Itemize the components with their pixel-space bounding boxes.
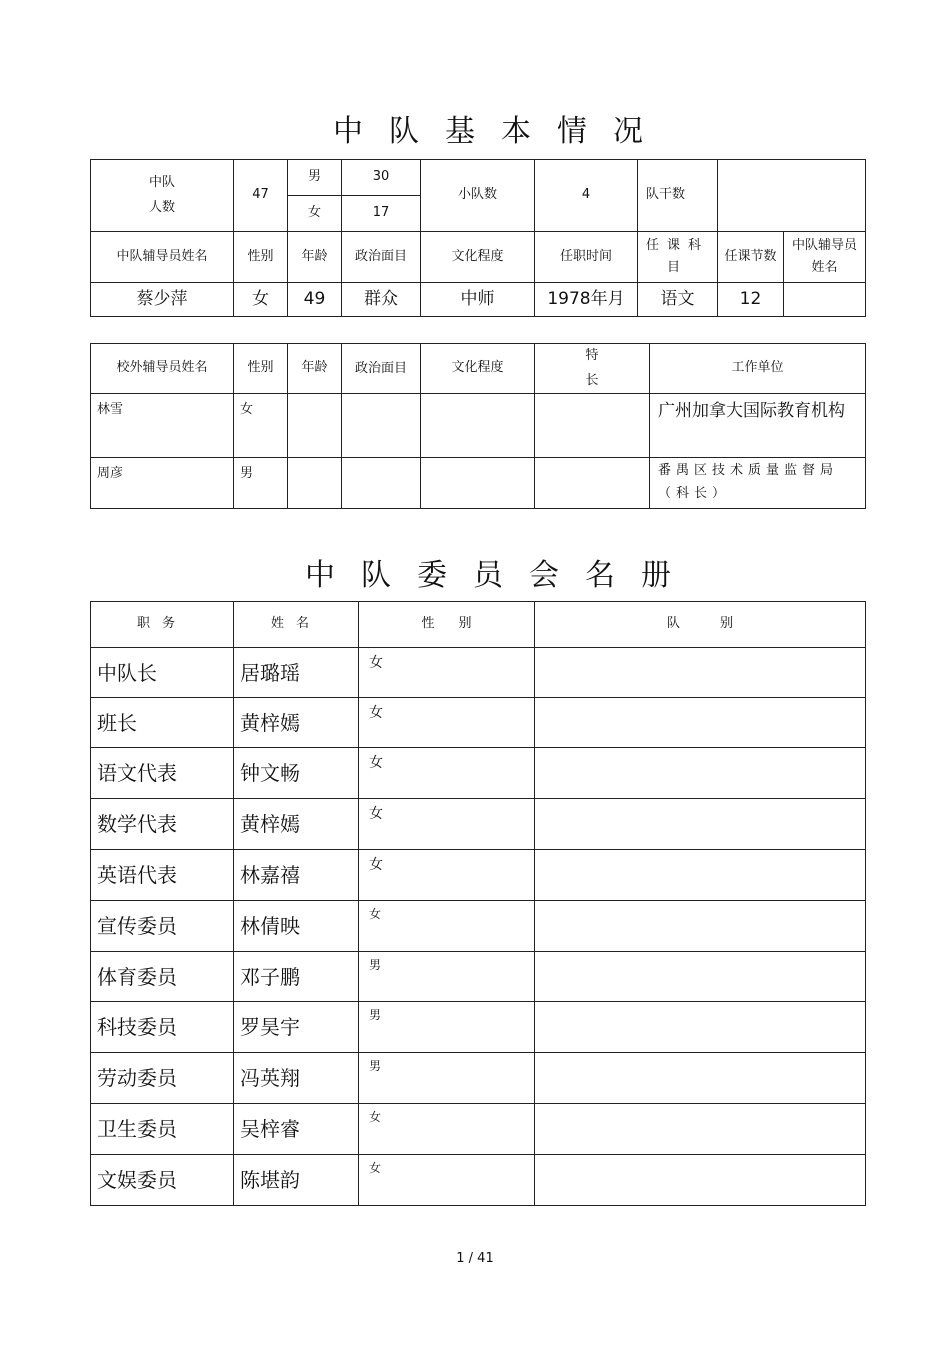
roster-name: 林嘉禧 — [234, 850, 359, 901]
male-label: 男 — [288, 160, 342, 196]
header-tenure: 任职时间 — [535, 232, 638, 283]
roster-role: 中队长 — [91, 648, 234, 698]
roster-name: 林倩映 — [234, 901, 359, 952]
counselor-name: 蔡少萍 — [91, 283, 234, 317]
header-subject: 任课科目 — [638, 232, 718, 283]
roster-name: 罗昊宇 — [234, 1002, 359, 1053]
ext-header-political: 政治面目 — [342, 344, 421, 394]
roster-role: 英语代表 — [91, 850, 234, 901]
roster-name: 居璐瑶 — [234, 648, 359, 698]
ext-row-gender: 男 — [234, 458, 288, 509]
ext-header-name: 校外辅导员姓名 — [91, 344, 234, 394]
roster-team — [535, 648, 866, 698]
ext-row-education — [421, 394, 535, 458]
header-periods: 任课节数 — [718, 232, 784, 283]
female-label: 女 — [288, 196, 342, 232]
roster-role: 数学代表 — [91, 799, 234, 850]
roster-name: 冯英翔 — [234, 1053, 359, 1104]
roster-role: 科技委员 — [91, 1002, 234, 1053]
roster-header-role: 职务 — [91, 602, 234, 648]
subsquad-count: 4 — [535, 160, 638, 232]
roster-team — [535, 698, 866, 748]
roster-gender: 男 — [359, 1002, 535, 1053]
roster-team — [535, 952, 866, 1002]
page-number: 1 / 41 — [456, 1251, 494, 1266]
ext-header-age: 年龄 — [288, 344, 342, 394]
counselor-periods: 12 — [718, 283, 784, 317]
counselor-tenure: 1978年月 — [535, 283, 638, 317]
ext-row-age — [288, 394, 342, 458]
roster-header-team: 队别 — [535, 602, 866, 648]
roster-name: 黄梓嫣 — [234, 799, 359, 850]
header-name: 中队辅导员姓名 — [91, 232, 234, 283]
header-assistant: 中队辅导员姓名 — [784, 232, 866, 283]
male-count: 30 — [342, 160, 421, 196]
header-political: 政治面目 — [342, 232, 421, 283]
roster-gender: 女 — [359, 748, 535, 799]
header-education: 文化程度 — [421, 232, 535, 283]
roster-role: 卫生委员 — [91, 1104, 234, 1155]
roster-team — [535, 1155, 866, 1206]
ext-row-name: 林雪 — [91, 394, 234, 458]
cadre-label: 队干数 — [638, 160, 718, 232]
header-gender: 性别 — [234, 232, 288, 283]
ext-header-specialty: 特长 — [535, 344, 650, 394]
ext-row-specialty — [535, 458, 650, 509]
female-count: 17 — [342, 196, 421, 232]
roster-team — [535, 1053, 866, 1104]
counselor-political: 群众 — [342, 283, 421, 317]
page-title-basic: 中队基本情况 — [333, 114, 669, 149]
roster-gender: 女 — [359, 901, 535, 952]
roster-gender: 男 — [359, 1053, 535, 1104]
counselor-gender: 女 — [234, 283, 288, 317]
roster-gender: 女 — [359, 1104, 535, 1155]
roster-header-name: 姓名 — [234, 602, 359, 648]
roster-header-gender: 性别 — [359, 602, 535, 648]
ext-row-political — [342, 394, 421, 458]
basic-info-table — [90, 159, 866, 317]
roster-gender: 女 — [359, 850, 535, 901]
header-age: 年龄 — [288, 232, 342, 283]
ext-row-workplace: 番禺区技术质量监督局（科长） — [650, 458, 866, 509]
roster-role: 劳动委员 — [91, 1053, 234, 1104]
external-counselor-table — [90, 343, 866, 509]
ext-row-political — [342, 458, 421, 509]
roster-gender: 女 — [359, 648, 535, 698]
ext-row-workplace: 广州加拿大国际教育机构 — [650, 394, 866, 458]
roster-role: 班长 — [91, 698, 234, 748]
committee-roster-table — [90, 601, 866, 1206]
roster-gender: 男 — [359, 952, 535, 1002]
ext-row-age — [288, 458, 342, 509]
roster-gender: 女 — [359, 799, 535, 850]
ext-header-education: 文化程度 — [421, 344, 535, 394]
squad-size-label: 中队 人数 — [91, 160, 234, 232]
counselor-age: 49 — [288, 283, 342, 317]
roster-team — [535, 1002, 866, 1053]
roster-role: 语文代表 — [91, 748, 234, 799]
ext-row-specialty — [535, 394, 650, 458]
roster-team — [535, 850, 866, 901]
cadre-count — [718, 160, 866, 232]
roster-team — [535, 901, 866, 952]
counselor-subject: 语文 — [638, 283, 718, 317]
roster-team — [535, 799, 866, 850]
roster-name: 吴梓睿 — [234, 1104, 359, 1155]
roster-name: 黄梓嫣 — [234, 698, 359, 748]
ext-header-workplace: 工作单位 — [650, 344, 866, 394]
roster-gender: 女 — [359, 698, 535, 748]
roster-name: 邓子鹏 — [234, 952, 359, 1002]
roster-team — [535, 748, 866, 799]
roster-role: 宣传委员 — [91, 901, 234, 952]
roster-role: 文娱委员 — [91, 1155, 234, 1206]
roster-name: 钟文畅 — [234, 748, 359, 799]
roster-role: 体育委员 — [91, 952, 234, 1002]
ext-row-gender: 女 — [234, 394, 288, 458]
roster-name: 陈堪韵 — [234, 1155, 359, 1206]
roster-team — [535, 1104, 866, 1155]
ext-header-gender: 性别 — [234, 344, 288, 394]
roster-gender: 女 — [359, 1155, 535, 1206]
counselor-education: 中师 — [421, 283, 535, 317]
ext-row-education — [421, 458, 535, 509]
counselor-assistant — [784, 283, 866, 317]
squad-total: 47 — [234, 160, 288, 232]
page-title-committee: 中队委员会名册 — [305, 558, 697, 593]
ext-row-name: 周彦 — [91, 458, 234, 509]
subsquad-label: 小队数 — [421, 160, 535, 232]
